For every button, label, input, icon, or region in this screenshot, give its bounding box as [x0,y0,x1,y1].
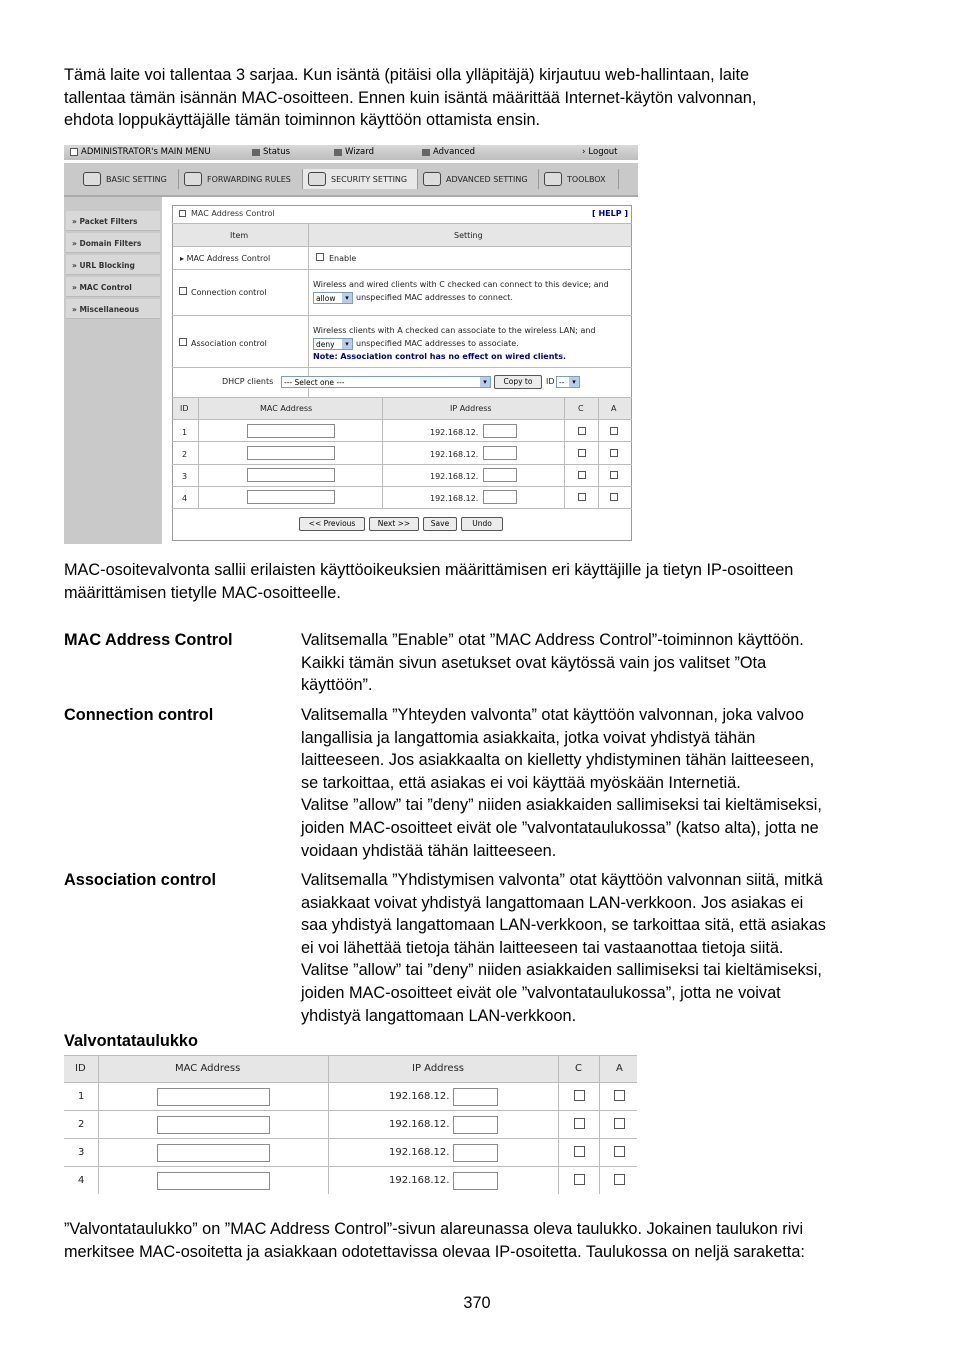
a-checkbox[interactable] [610,493,618,501]
menu-icon [70,148,78,156]
router-screenshot [64,145,638,545]
save-button[interactable]: Save [423,517,457,531]
text-line: Valitse ”allow” tai ”deny” niiden asiakkaiden sallimiseksi tai kieltämiseksi, [301,961,822,980]
mac-address-input[interactable] [157,1088,270,1106]
advanced-link[interactable] [422,147,475,157]
divider [172,419,632,420]
row-label-text: MAC Address Control [186,254,271,263]
row-id: 2 [78,1119,85,1130]
tab-label: SECURITY SETTING [331,174,408,184]
col-c-header: C [575,1063,582,1074]
divider [558,1055,559,1194]
col-setting-header: Setting [454,231,483,240]
divider [172,508,632,509]
mac-address-input[interactable] [157,1172,270,1190]
ip-suffix-input[interactable] [453,1088,498,1106]
panel-title: MAC Address Control [191,209,275,218]
c-checkbox[interactable] [578,427,586,435]
a-checkbox[interactable] [614,1174,625,1185]
tab-label: ADVANCED SETTING [446,174,528,184]
col-mac-header: MAC Address [175,1063,241,1074]
divider [382,398,383,509]
text-line: yhdistyä langattomaan LAN-verkkoon. [301,1006,577,1025]
text-line: laitteeseen. Jos asiakkaalta on kielletty yhdistyminen tähän laitteeseen, [301,751,815,770]
mac-address-input[interactable] [157,1144,270,1162]
sidebar-item-label: Miscellaneous [79,305,140,314]
tab-basic-setting[interactable] [78,169,179,189]
sidebar-item-label: URL Blocking [79,261,135,270]
divider [328,1055,329,1194]
connection-control-checkbox[interactable] [179,287,187,295]
text-line: Valitse ”allow” tai ”deny” niiden asiakkaiden sallimiseksi tai kieltämiseksi, [301,796,822,815]
outro-paragraph [64,1218,894,1263]
status-link[interactable] [252,147,290,157]
row-id: 4 [78,1175,85,1186]
c-checkbox[interactable] [574,1146,585,1157]
c-checkbox[interactable] [578,471,586,479]
text-line: ”Valvontataulukko” on ”MAC Address Control”-sivun alareunassa oleva taulukko. Jokainen taulukon rivi [64,1220,804,1238]
divider [64,1110,637,1111]
sidebar-item-label: Packet Filters [79,217,138,226]
col-a-header: A [611,404,617,413]
wizard-icon [334,149,342,156]
admin-menu-label: ADMINISTRATOR's MAIN MENU [81,147,211,157]
divider [64,1166,637,1167]
mac-address-input[interactable] [157,1116,270,1134]
advanced-icon [422,149,430,156]
select-value: allow [316,294,336,303]
chevron-down-icon: ▾ [480,377,490,387]
a-checkbox[interactable] [614,1090,625,1101]
divider [172,315,632,316]
sidebar-item-packet-filters[interactable]: » Packet Filters [66,211,160,231]
c-checkbox[interactable] [574,1090,585,1101]
ip-suffix-input[interactable] [483,468,517,482]
undo-button[interactable]: Undo [461,517,503,531]
text-line: käyttöön”. [301,676,373,695]
enable-label: Enable [329,254,357,263]
table-title: Valvontataulukko [64,1032,198,1050]
text-line: Valitsemalla ”Yhteyden valvonta” otat käyttöön valvonnan, joka valvoo [301,706,804,724]
a-checkbox[interactable] [614,1146,625,1157]
divider [172,441,632,442]
text-line: ehdota loppukäyttäjälle tämän toiminnon käyttöön ottamista ensin. [64,111,541,130]
select-value: --- Select one --- [284,378,345,387]
ip-prefix: 192.168.12. [430,450,479,459]
mac-address-input[interactable] [247,446,335,460]
mac-address-input[interactable] [247,490,335,504]
col-c-header: C [578,404,584,413]
association-control-checkbox[interactable] [179,338,187,346]
col-ip-header: IP Address [412,1063,464,1074]
chevron-down-icon: ▾ [342,339,352,349]
text-line: Valitsemalla ”Enable” otat ”MAC Address Control”-toiminnon käyttöön. [301,631,804,649]
term-association-control: Association control [64,871,216,889]
association-control-label: Association control [191,339,267,348]
status-label: Status [263,147,291,157]
dhcp-clients-select[interactable] [281,376,491,388]
wizard-label: Wizard [345,147,374,157]
col-a-header: A [616,1063,623,1074]
text-line: ei voi lähettää tietoja tähän laitteeseen tai vastaanottaa tietoja siitä. [301,938,784,957]
divider [599,1055,600,1194]
ip-prefix: 192.168.12. [430,428,479,437]
logout-link[interactable] [582,147,618,157]
c-checkbox[interactable] [578,449,586,457]
admin-menu-link[interactable] [70,147,211,157]
ip-prefix: 192.168.12. [430,494,479,503]
id-label: ID [546,377,555,386]
mac-address-input[interactable] [247,468,335,482]
text-line: tallentaa tämän isännän MAC-osoitteen. Ennen kuin isäntä määrittää Internet-käytön valvonnan, [64,88,757,107]
sidebar-item-domain-filters[interactable]: » Domain Filters [66,233,160,253]
id-select[interactable] [556,376,580,388]
divider [98,1055,99,1194]
sidebar-item-mac-control[interactable]: » MAC Control [66,277,160,297]
sidebar-item-miscellaneous[interactable]: » Miscellaneous [66,299,160,319]
ip-prefix: 192.168.12. [430,472,479,481]
connection-control-label: Connection control [191,288,267,297]
association-policy-select[interactable] [313,338,353,350]
row-mac-control-label: ▸ MAC Address Control [180,254,271,263]
next-button[interactable]: Next >> [369,517,419,531]
a-checkbox[interactable] [610,471,618,479]
text-line: langallisia ja langattomia asiakkaita, jotka voivat yhdistyä tähän [301,728,756,747]
ip-suffix-input[interactable] [453,1172,498,1190]
divider [564,398,565,509]
sidebar [64,197,162,544]
table-header-row [173,398,631,419]
text-line: MAC-osoitevalvonta sallii erilaisten käyttöoikeuksien määrittämisen eri käyttäjille ja tietyn IP-osoitteen [64,561,794,579]
status-icon [252,149,260,156]
divider [172,367,632,368]
select-value: -- [559,378,565,387]
main-menu-bar [64,145,638,160]
settings-tabs [64,163,638,197]
connection-description: Wireless and wired clients with C checked can connect to this device; and [313,280,609,289]
tab-label: TOOLBOX [567,174,606,184]
divider [64,1138,637,1139]
intro-paragraph [64,64,894,132]
sidebar-item-label: MAC Control [79,283,132,292]
tab-toolbox[interactable] [539,169,619,189]
chevron-down-icon: ▾ [342,293,352,303]
divider [172,486,632,487]
text-line: Tämä laite voi tallentaa 3 sarjaa. Kun isäntä (pitäisi olla ylläpitäjä) kirjautuu web-hallintaan, laite [64,66,750,84]
connection-policy-select[interactable] [313,292,353,304]
divider [598,398,599,509]
arrow-right-icon: › [582,147,586,157]
divider [172,269,632,270]
association-description: Wireless clients with A checked can associate to the wireless LAN; and [313,326,596,335]
advanced-setting-icon [423,172,441,186]
text-line: voidaan yhdistää tähän laitteeseen. [301,841,557,860]
chevron-down-icon: ▾ [569,377,579,387]
divider [172,464,632,465]
row-id: 3 [78,1147,85,1158]
tab-security-setting[interactable] [303,169,418,189]
control-table [64,1055,637,1194]
ip-suffix-input[interactable] [483,424,517,438]
ip-suffix-input[interactable] [483,446,517,460]
connection-description-2: unspecified MAC addresses to connect. [356,293,513,302]
divider [198,398,199,509]
col-id-header: ID [180,404,189,413]
text-line: saa yhdistyä langattomaan LAN-verkkoon, se tarkoittaa sitä, että asiakas [301,916,826,935]
page-number: 370 [463,1294,491,1312]
previous-button[interactable]: << Previous [299,517,365,531]
a-checkbox[interactable] [610,449,618,457]
definition-connection-control [301,704,901,862]
sidebar-item-label: Domain Filters [79,239,142,248]
col-ip-header: IP Address [450,404,492,413]
ip-suffix-input[interactable] [453,1144,498,1162]
c-checkbox[interactable] [578,493,586,501]
mac-address-input[interactable] [247,424,335,438]
text-line: se tarkoittaa, että asiakas ei voi käyttää myöskään Internetiä. [301,773,741,792]
col-item-header: Item [230,231,249,240]
wizard-link[interactable] [334,147,374,157]
a-checkbox[interactable] [614,1118,625,1129]
panel-collapse-icon [179,210,186,217]
ip-prefix: 192.168.12. [389,1091,450,1102]
ip-prefix: 192.168.12. [389,1147,450,1158]
toolbox-icon [544,172,562,186]
definition-association-control [301,869,901,1027]
definition-mac-address-control [301,629,901,697]
text-line: joiden MAC-osoitteet eivät ole ”valvontataulukossa”, jotta ne voivat [301,983,781,1002]
tab-forwarding-rules[interactable] [179,169,303,189]
advanced-label: Advanced [433,147,475,157]
text-line: määrittämisen tietylle MAC-osoitteelle. [64,583,341,602]
sidebar-item-url-blocking[interactable]: » URL Blocking [66,255,160,275]
basic-setting-icon [83,172,101,186]
security-icon [308,172,326,186]
enable-checkbox[interactable] [316,253,324,261]
ip-suffix-input[interactable] [483,490,517,504]
col-id-header: ID [75,1063,86,1074]
divider [64,1055,637,1056]
row-id: 2 [182,450,188,459]
divider [308,224,309,420]
logout-label: Logout [588,147,618,157]
tab-advanced-setting[interactable] [418,169,539,189]
help-link[interactable]: [ HELP ] [592,209,629,218]
text-line: merkitsee MAC-osoitetta ja asiakkaan odotettavissa olevaa IP-osoitetta. Taulukossa on neljä saraketta: [64,1242,805,1261]
dhcp-clients-label: DHCP clients [222,377,274,386]
row-id: 1 [78,1091,85,1102]
a-checkbox[interactable] [610,427,618,435]
table-header-row [64,1055,637,1082]
text-line: Kaikki tämän sivun asetukset ovat käytössä vain jos valitset ”Ota [301,653,767,672]
divider [64,1082,637,1083]
divider [172,397,632,398]
row-id: 4 [182,494,188,503]
text-line: asiakkaat voivat yhdistyä langattomaan LAN-verkkoon. Jos asiakas ei [301,893,804,912]
association-note: Note: Association control has no effect on wired clients. [313,352,567,361]
forwarding-icon [184,172,202,186]
text-line: Valitsemalla ”Yhdistymisen valvonta” otat käyttöön valvonnan siitä, mitkä [301,871,823,889]
row-id: 3 [182,472,188,481]
text-line: joiden MAC-osoitteet eivät ole ”valvontataulukossa” (katso alta), jotta ne [301,818,819,837]
select-value: deny [316,340,335,349]
tab-label: FORWARDING RULES [207,174,291,184]
ip-prefix: 192.168.12. [389,1119,450,1130]
row-id: 1 [182,428,188,437]
ip-suffix-input[interactable] [453,1116,498,1134]
term-mac-address-control: MAC Address Control [64,631,233,649]
description-paragraph [64,559,894,604]
term-connection-control: Connection control [64,706,214,724]
c-checkbox[interactable] [574,1174,585,1185]
divider [172,246,632,247]
c-checkbox[interactable] [574,1118,585,1129]
col-mac-header: MAC Address [260,404,313,413]
ip-prefix: 192.168.12. [389,1175,450,1186]
tab-label: BASIC SETTING [106,174,167,184]
association-description-2: unspecified MAC addresses to associate. [356,339,519,348]
copy-to-button[interactable]: Copy to [494,375,542,389]
